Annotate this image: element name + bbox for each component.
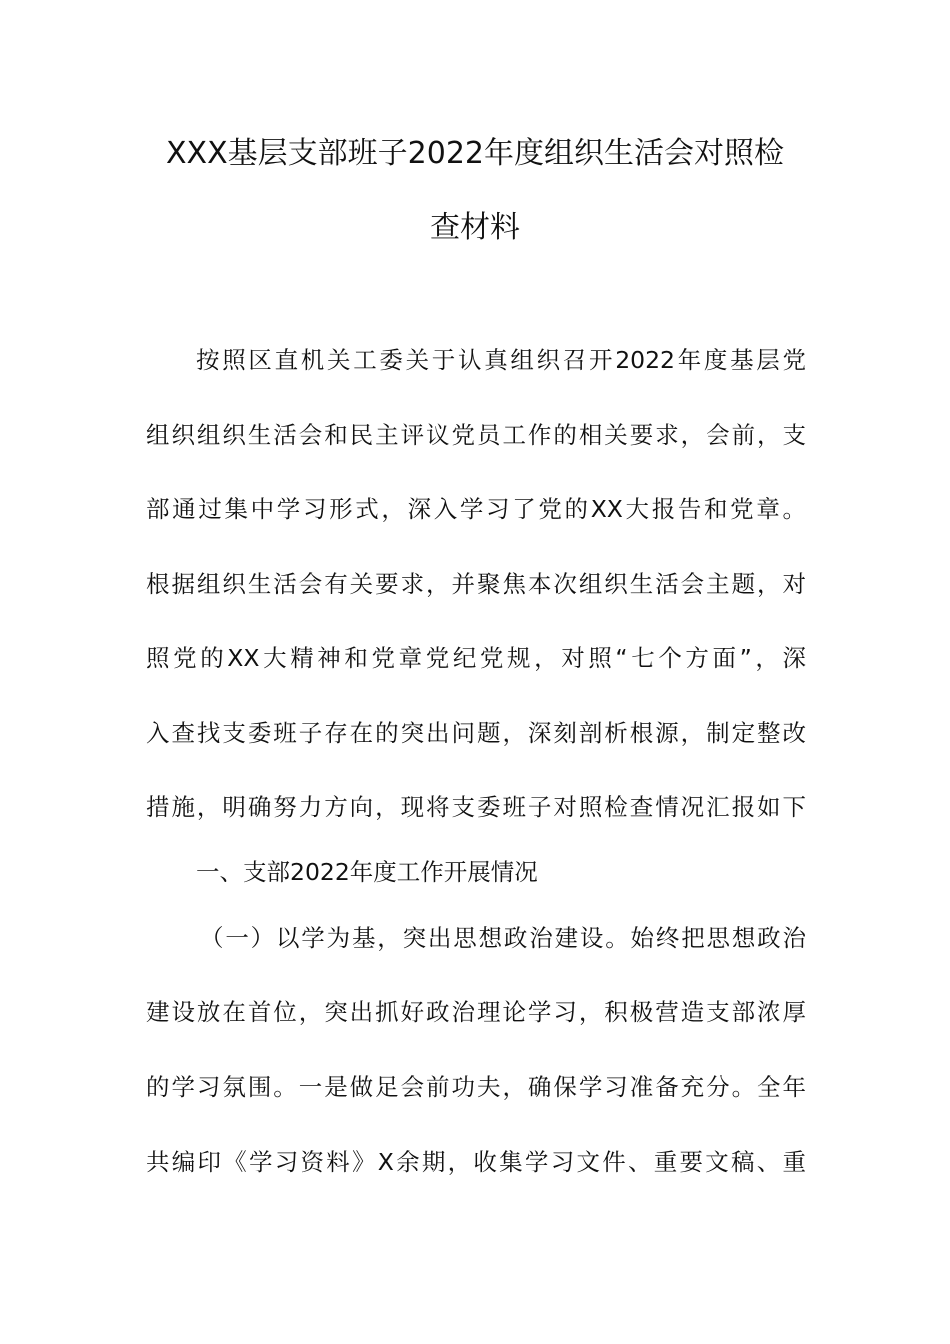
section-para-line-3: 的学习氛围。一是做足会前功夫，确保学习准备充分。全年	[146, 1073, 806, 1101]
intro-line-5: 照党的XX大精神和党章党纪党规，对照“七个方面”，深	[146, 644, 806, 672]
intro-line-3: 部通过集中学习形式，深入学习了党的XX大报告和党章。	[146, 495, 806, 523]
intro-line-7: 措施，明确努力方向，现将支委班子对照检查情况汇报如下	[146, 793, 806, 821]
section-heading: 一、支部2022年度工作开展情况	[196, 858, 538, 886]
document-title-line-1: XXX基层支部班子2022年度组织生活会对照检	[165, 136, 784, 171]
section-para-line-4: 共编印《学习资料》X余期，收集学习文件、重要文稿、重	[146, 1148, 806, 1176]
intro-line-6: 入查找支委班子存在的突出问题，深刻剖析根源，制定整改	[146, 719, 806, 747]
document-title-line-2: 查材料	[430, 210, 520, 245]
intro-line-4: 根据组织生活会有关要求，并聚焦本次组织生活会主题，对	[146, 570, 806, 598]
intro-line-1: 按照区直机关工委关于认真组织召开2022年度基层党	[196, 346, 806, 374]
section-para-line-2: 建设放在首位，突出抓好政治理论学习，积极营造支部浓厚	[146, 998, 806, 1026]
intro-line-2: 组织组织生活会和民主评议党员工作的相关要求，会前，支	[146, 421, 806, 449]
section-para-line-1: （一）以学为基，突出思想政治建设。始终把思想政治	[200, 924, 806, 952]
